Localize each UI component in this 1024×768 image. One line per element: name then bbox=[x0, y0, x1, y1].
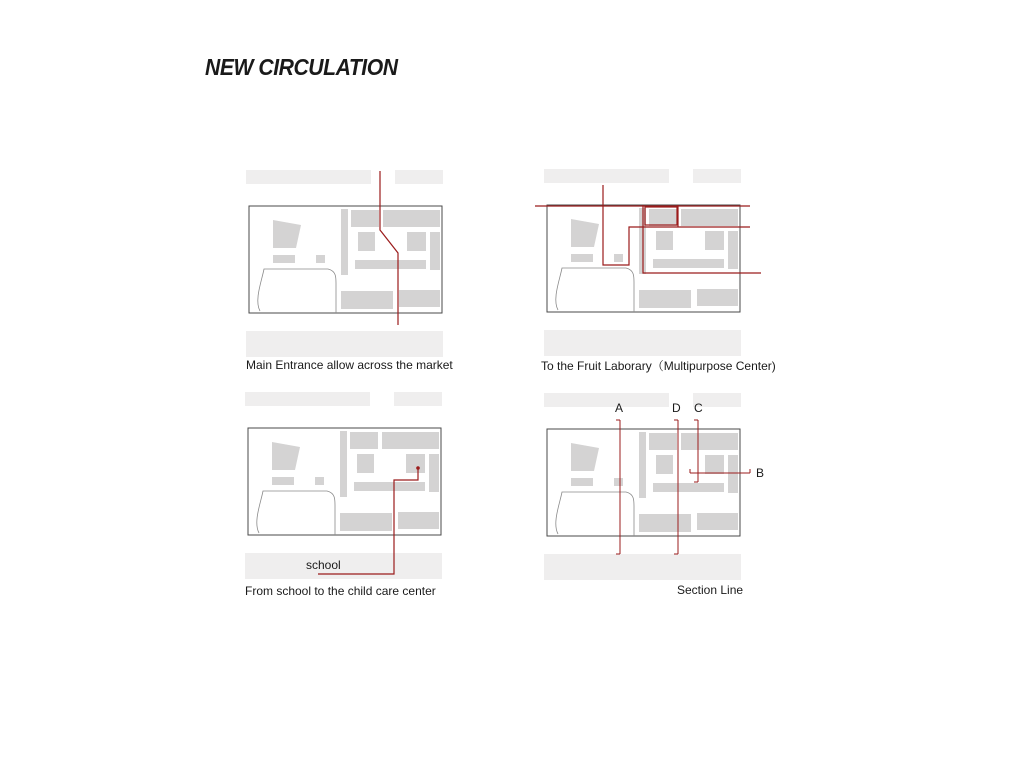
small-block bbox=[571, 478, 593, 486]
market-block bbox=[697, 513, 738, 530]
market-block bbox=[649, 433, 677, 450]
market-block bbox=[649, 209, 677, 226]
small-block bbox=[315, 477, 324, 485]
market-block bbox=[656, 231, 673, 250]
destination-dot bbox=[416, 466, 420, 470]
site-plan-main-entrance bbox=[240, 165, 460, 375]
top-strip-small bbox=[394, 392, 442, 406]
market-block bbox=[681, 209, 738, 226]
bottom-strip bbox=[544, 330, 741, 356]
section-label-b: B bbox=[756, 466, 765, 480]
small-block bbox=[316, 255, 325, 263]
top-strip bbox=[245, 392, 370, 406]
small-block bbox=[571, 254, 593, 262]
school-label: school bbox=[306, 558, 341, 572]
market-block bbox=[728, 455, 738, 493]
top-strip bbox=[246, 170, 371, 184]
market-block bbox=[639, 514, 691, 532]
site-plan-section-line bbox=[538, 388, 778, 603]
pavilion-block bbox=[571, 219, 599, 247]
market-block bbox=[341, 291, 393, 309]
top-strip-small bbox=[395, 170, 443, 184]
caption-section-line: Section Line bbox=[677, 583, 744, 597]
market-block bbox=[351, 210, 379, 227]
caption-fruit-laboratory: To the Fruit Laborary（Multipurpose Center) bbox=[541, 359, 776, 373]
market-block bbox=[350, 432, 378, 449]
small-block bbox=[614, 254, 623, 262]
top-strip bbox=[544, 393, 669, 407]
market-bar bbox=[340, 431, 347, 497]
market-block bbox=[705, 231, 724, 250]
site-plan-school-route bbox=[240, 388, 460, 603]
market-block bbox=[358, 232, 375, 251]
market-block bbox=[383, 210, 440, 227]
market-block bbox=[357, 454, 374, 473]
market-block bbox=[355, 260, 426, 269]
market-block bbox=[429, 454, 439, 492]
market-block bbox=[697, 289, 738, 306]
market-block bbox=[398, 512, 439, 529]
small-block bbox=[614, 478, 623, 486]
caption-main-entrance: Main Entrance allow across the market bbox=[246, 358, 453, 372]
market-block bbox=[681, 433, 738, 450]
market-block bbox=[340, 513, 392, 531]
market-block bbox=[656, 455, 673, 474]
market-block bbox=[399, 290, 440, 307]
top-strip-small bbox=[693, 169, 741, 183]
plaza-outline bbox=[556, 492, 634, 536]
market-block bbox=[354, 482, 425, 491]
bottom-strip bbox=[544, 554, 741, 580]
plaza-outline bbox=[258, 269, 336, 313]
market-block bbox=[705, 455, 724, 474]
pavilion-block bbox=[272, 442, 300, 470]
market-block bbox=[382, 432, 439, 449]
market-bar bbox=[639, 432, 646, 498]
market-block bbox=[653, 259, 724, 268]
panel-section-line bbox=[538, 388, 778, 603]
site-plan-base bbox=[246, 170, 443, 357]
small-block bbox=[272, 477, 294, 485]
market-block bbox=[728, 231, 738, 269]
site-plan-base bbox=[245, 392, 442, 579]
plaza-outline bbox=[257, 491, 335, 535]
market-block bbox=[430, 232, 440, 270]
bottom-strip bbox=[246, 331, 443, 357]
market-block bbox=[406, 454, 425, 473]
panel-fruit-laboratory bbox=[535, 165, 795, 375]
site-plan-base bbox=[544, 393, 741, 580]
caption-school-route: From school to the child care center bbox=[245, 584, 436, 598]
market-block bbox=[653, 483, 724, 492]
section-label-a: A bbox=[615, 401, 624, 415]
top-strip bbox=[544, 169, 669, 183]
page-title: NEW CIRCULATION bbox=[205, 54, 398, 80]
market-block bbox=[639, 290, 691, 308]
panel-main-entrance bbox=[240, 165, 460, 375]
pavilion-block bbox=[571, 443, 599, 471]
panel-school-route bbox=[240, 388, 460, 603]
market-bar bbox=[341, 209, 348, 275]
pavilion-block bbox=[273, 220, 301, 248]
bottom-strip bbox=[245, 553, 442, 579]
route-fruit-laboratory bbox=[535, 185, 761, 273]
plaza-outline bbox=[556, 268, 634, 312]
market-block bbox=[407, 232, 426, 251]
small-block bbox=[273, 255, 295, 263]
section-label-c: C bbox=[694, 401, 703, 415]
section-label-d: D bbox=[672, 401, 681, 415]
site-plan-fruit-laboratory bbox=[535, 165, 795, 375]
